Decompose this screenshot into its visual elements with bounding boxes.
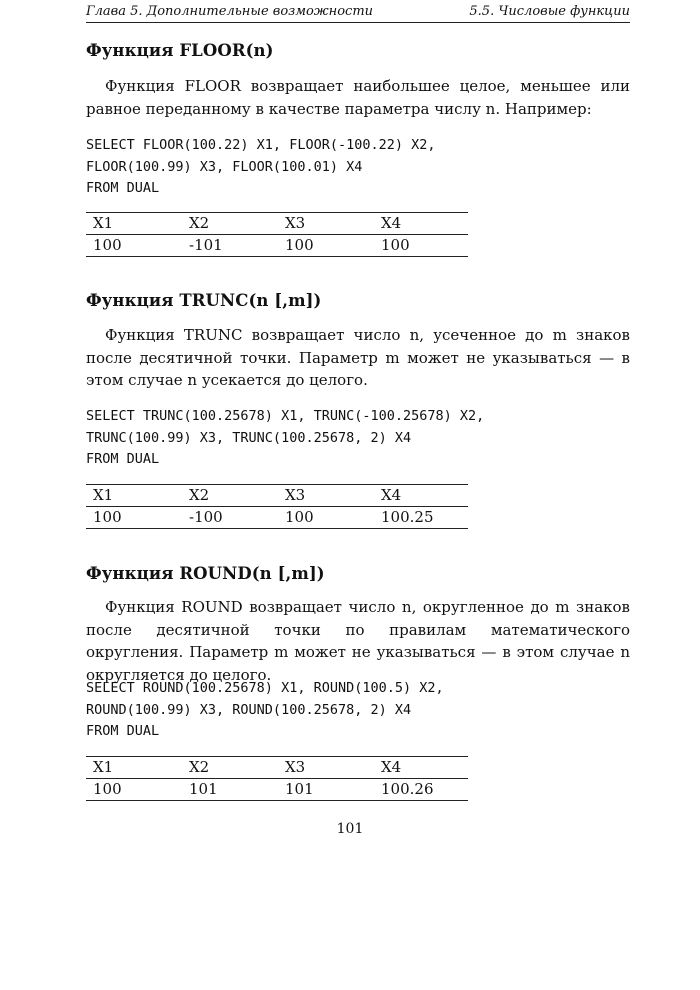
column-header: X2 xyxy=(189,758,210,776)
table-cell: 101 xyxy=(285,780,314,798)
section-title-trunc: Функция TRUNC(n [,m]) xyxy=(86,291,322,310)
running-head-section: 5.5. Числовые функции xyxy=(469,4,630,19)
column-header: X4 xyxy=(381,214,402,232)
code-line: FROM DUAL xyxy=(86,451,160,467)
table-row xyxy=(86,235,468,257)
column-header: X2 xyxy=(189,214,210,232)
section-paragraph-round: Функция ROUND возвращает число n, округленное до m знаков после десятичной точки по правилам математического округления. Параметр m может не указываться — в этом случае n округляется до целого. xyxy=(86,598,630,684)
table-header-row xyxy=(86,485,468,507)
column-header: X4 xyxy=(381,758,402,776)
code-block-round xyxy=(86,678,444,743)
table-cell: 100.25 xyxy=(381,508,434,526)
section-title-floor: Функция FLOOR(n) xyxy=(86,41,274,60)
table-cell: -101 xyxy=(189,236,223,254)
code-block-floor xyxy=(86,135,436,200)
column-header: X2 xyxy=(189,486,210,504)
column-header: X1 xyxy=(93,758,114,776)
table-row xyxy=(86,779,468,801)
section-title-round: Функция ROUND(n [,m]) xyxy=(86,564,325,583)
table-cell: -100 xyxy=(189,508,223,526)
column-header: X1 xyxy=(93,486,114,504)
table-cell: 100 xyxy=(93,236,122,254)
page-number: 101 xyxy=(336,821,364,837)
table-cell: 101 xyxy=(189,780,218,798)
table-header-row xyxy=(86,213,468,235)
section-paragraph-floor: Функция FLOOR возвращает наибольшее целое, меньшее или равное переданному в качестве параметра числу n. Например: xyxy=(86,77,630,118)
result-table-trunc xyxy=(86,484,468,529)
code-line: SELECT FLOOR(100.22) X1, FLOOR(-100.22) X2, xyxy=(86,137,436,153)
code-line: TRUNC(100.99) X3, TRUNC(100.25678, 2) X4 xyxy=(86,429,412,446)
running-head-chapter: Глава 5. Дополнительные возможности xyxy=(86,4,374,19)
code-line: FLOOR(100.99) X3, FLOOR(100.01) X4 xyxy=(86,158,363,175)
code-line: ROUND(100.99) X3, ROUND(100.25678, 2) X4 xyxy=(86,701,412,718)
code-block-trunc xyxy=(86,406,484,471)
table-cell: 100.26 xyxy=(381,780,434,798)
column-header: X4 xyxy=(381,486,402,504)
column-header: X3 xyxy=(285,214,306,232)
table-cell: 100 xyxy=(285,508,314,526)
table-cell: 100 xyxy=(285,236,314,254)
table-cell: 100 xyxy=(381,236,410,254)
code-line: SELECT TRUNC(100.25678) X1, TRUNC(-100.25678) X2, xyxy=(86,408,485,424)
result-table-floor xyxy=(86,212,468,257)
running-head xyxy=(86,3,630,23)
table-cell: 100 xyxy=(93,508,122,526)
table-row xyxy=(86,507,468,529)
table-cell: 100 xyxy=(93,780,122,798)
code-line: SELECT ROUND(100.25678) X1, ROUND(100.5) X2, xyxy=(86,680,444,696)
column-header: X3 xyxy=(285,486,306,504)
column-header: X1 xyxy=(93,214,114,232)
code-line: FROM DUAL xyxy=(86,723,160,739)
table-header-row xyxy=(86,757,468,779)
column-header: X3 xyxy=(285,758,306,776)
result-table-round xyxy=(86,756,468,801)
code-line: FROM DUAL xyxy=(86,180,160,196)
section-paragraph-trunc: Функция TRUNC возвращает число n, усеченное до m знаков после десятичной точки. Параметр m может не указываться — в этом случае n усекается до целого. xyxy=(86,326,630,389)
